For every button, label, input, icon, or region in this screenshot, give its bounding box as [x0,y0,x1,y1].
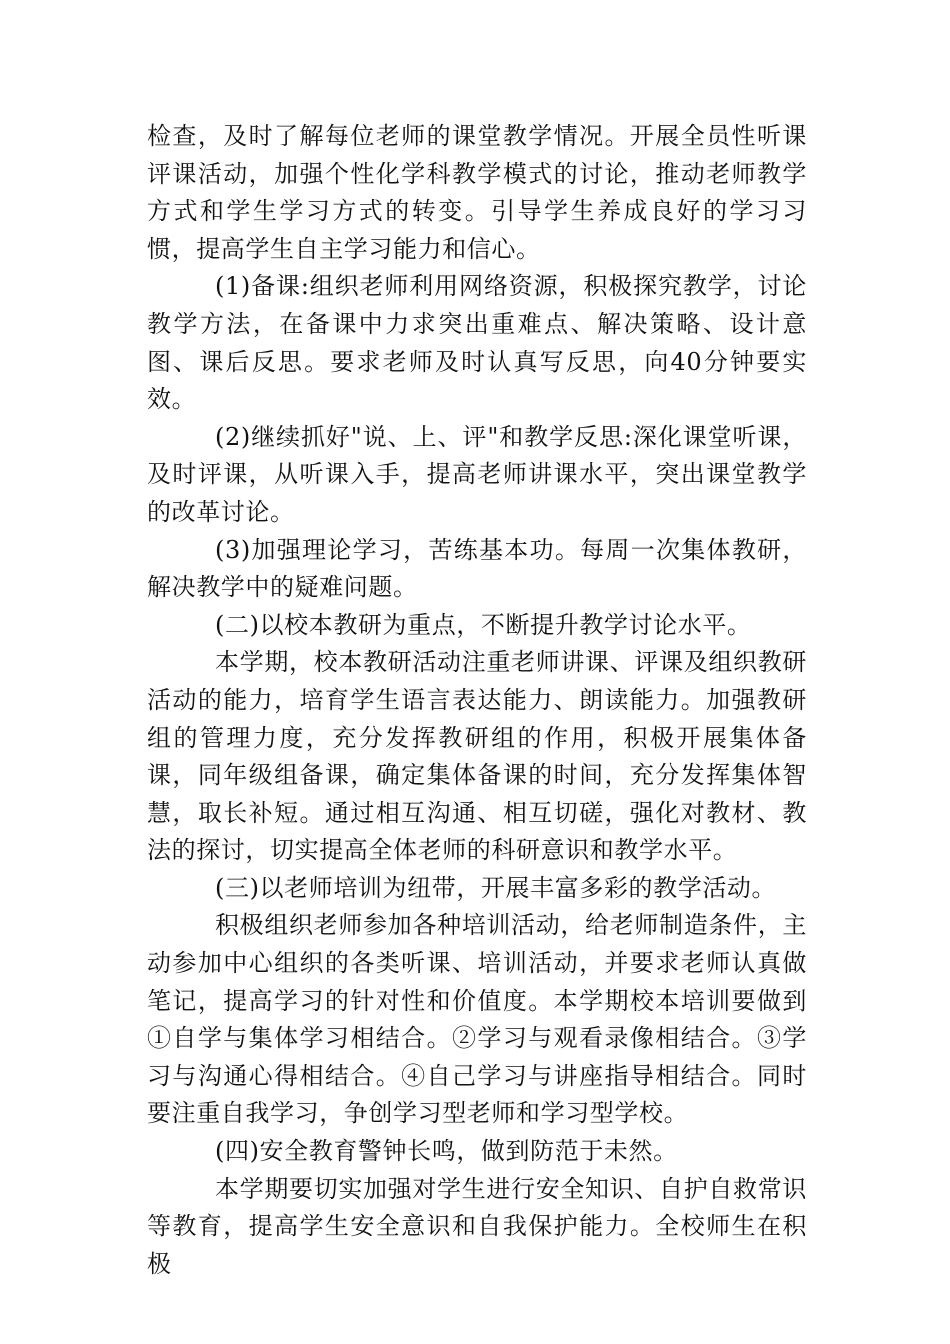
paragraph-8: 积极组织老师参加各种培训活动，给老师制造条件，主动参加中心组织的各类听课、培训活动，并要求老师认真做笔记，提高学习的针对性和价值度。本学期校本培训要做到①自学与集体学习相结合。②学习与观看录像相结合。③学习与沟通心得相结合。④自己学习与讲座指导相结合。同时要注重自我学习，争创学习型老师和学习型学校。 [147,911,807,1128]
paragraph-3: (2)继续抓好"说、上、评"和教学反思:深化课堂听课，及时评课，从听课入手，提高老师讲课水平，突出课堂教学的改革讨论。 [147,422,807,526]
document-body [147,118,807,1283]
paragraph-4: (3)加强理论学习，苦练基本功。每周一次集体教研，解决教学中的疑难问题。 [147,535,807,602]
paragraph-10: 本学期要切实加强对学生进行安全知识、自护自救常识等教育，提高学生安全意识和自我保护能力。全校师生在积极 [147,1174,807,1278]
paragraph-6: 本学期，校本教研活动注重老师讲课、评课及组织教研活动的能力，培育学生语言表达能力、朗读能力。加强教研组的管理力度，充分发挥教研组的作用，积极开展集体备课，同年级组备课，确定集体备课的时间，充分发挥集体智慧，取长补短。通过相互沟通、相互切磋，强化对教材、教法的探讨，切实提高全体老师的科研意识和教学水平。 [147,648,807,865]
section-heading-2: (二)以校本教研为重点，不断提升教学讨论水平。 [215,610,752,639]
section-heading-4: (四)安全教育警钟长鸣，做到防范于未然。 [215,1137,678,1166]
paragraph-1: 检查，及时了解每位老师的课堂教学情况。开展全员性听课评课活动，加强个性化学科教学模式的讨论，推动老师教学方式和学生学习方式的转变。引导学生养成良好的学习习惯，提高学生自主学习能力和信心。 [147,122,807,263]
paragraph-2: (1)备课:组织老师利用网络资源，积极探究教学，讨论教学方法，在备课中力求突出重难点、解决策略、设计意图、课后反思。要求老师及时认真写反思，向40分钟要实效。 [147,272,807,414]
section-heading-3: (三)以老师培训为纽带，开展丰富多彩的教学活动。 [215,873,777,902]
